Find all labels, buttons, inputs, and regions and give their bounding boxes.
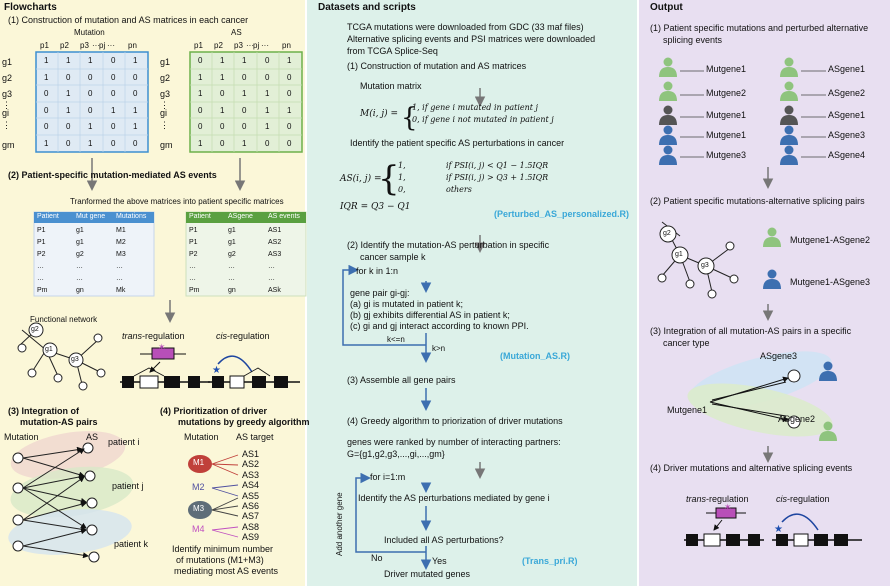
as-cell: 0	[265, 73, 270, 82]
out-trans-label: trans-regulation	[686, 494, 749, 504]
table-cell: P2	[189, 251, 198, 258]
mutation-cell: 1	[66, 89, 71, 98]
as-cell: 1	[242, 56, 247, 65]
mutation-row-label: g1	[2, 57, 13, 67]
node-g2: g2	[31, 326, 39, 333]
as-row-label: g3	[160, 89, 171, 99]
output-cis-regulation	[772, 514, 862, 546]
mutation-cell: 1	[44, 56, 49, 65]
mutation-matrix-label: Mutation matrix	[360, 81, 422, 91]
as-cell: 1	[287, 56, 292, 65]
mutation-cell: 0	[66, 139, 71, 148]
yes-label: Yes	[432, 556, 447, 566]
mutation-cell: 1	[66, 56, 71, 65]
asgene-label: ASgene3	[828, 130, 866, 140]
section2-heading: (2) Patient-specific mutation-mediated AS events	[8, 170, 217, 180]
table-cell: …	[268, 263, 275, 270]
as-row-label: gi	[160, 108, 168, 118]
table-cell: ASk	[268, 287, 281, 294]
as-cell: 1	[242, 89, 247, 98]
pair-mutgene1-asgene3: Mutgene1-ASgene3	[790, 277, 871, 287]
flowcharts-title: Flowcharts	[4, 2, 57, 13]
as-cell: 1	[198, 89, 203, 98]
svg-text:✶: ✶	[158, 342, 166, 352]
out-section3-line2: cancer type	[663, 338, 710, 348]
asgene-label: ASgene1	[828, 110, 866, 120]
mutation-cell: 0	[44, 106, 49, 115]
intro-line-2: Alternative splicing events and PSI matrices were downloaded	[347, 34, 596, 44]
as-col-header: ···	[246, 41, 254, 50]
add-another-gene-label: Add another gene	[335, 492, 344, 556]
script-perturbed-as: (Perturbed_AS_personalized.R)	[494, 209, 630, 219]
table-cell: g1	[228, 239, 236, 246]
table-cell: …	[189, 263, 196, 270]
ds-section1: (1) Construction of mutation and AS matrices	[347, 61, 527, 71]
as-col-header: pj	[253, 41, 260, 50]
mutation-cell: 0	[44, 89, 49, 98]
mutation-cell: 1	[88, 56, 93, 65]
table-cell: …	[189, 275, 196, 282]
table-cell: P2	[37, 251, 46, 258]
mutation-cell: 0	[111, 56, 116, 65]
mutgene-label: Mutgene2	[706, 88, 747, 98]
as-cell: 0	[198, 122, 203, 131]
mutgene-label: Mutgene1	[706, 130, 747, 140]
trans-regulation-label: trans-regulation	[122, 331, 185, 341]
table-cell: P1	[189, 239, 198, 246]
as-target-item: AS6	[242, 501, 260, 511]
pair-line-4: (c) gi and gj interact according to known PPI.	[350, 321, 529, 331]
prioritization-mutation-label: Mutation	[184, 432, 219, 442]
mutgene-label: Mutgene3	[706, 150, 747, 160]
as-case-condition: if PSI(i, j) < Q1 − 1.5IQR	[446, 161, 549, 170]
trans-regulation-diagram	[120, 342, 210, 388]
table-cell: …	[76, 263, 83, 270]
as-cell: 1	[265, 122, 270, 131]
as-target-item: AS5	[242, 490, 260, 501]
as-cell: 0	[242, 106, 247, 115]
mutation-col-header: p1	[40, 41, 49, 50]
ds-section4: (4) Greedy algorithm to priorization of driver mutations	[347, 416, 563, 426]
patient-j-label: patient j	[112, 481, 144, 491]
node-g1: g1	[45, 346, 53, 353]
as-target-item: AS8	[242, 521, 260, 532]
as-target-item: AS2	[242, 459, 260, 470]
asgene3-label: ASgene3	[760, 351, 798, 361]
ranked-line-2: G={g1,g2,g3,...,gi,...,gm}	[347, 449, 445, 459]
identify-line-2: of mutations (M1+M3)	[176, 555, 264, 565]
mutation-col-header: ···	[92, 41, 100, 50]
table-cell: g1	[228, 227, 236, 234]
mutgene-label: Mutgene1	[706, 64, 747, 74]
as-cell: 1	[220, 73, 225, 82]
as-row-label: g1	[160, 57, 171, 67]
m1-label: M1	[193, 458, 205, 467]
mutation-matrix-title: Mutation	[74, 28, 105, 37]
script-trans-pri: (Trans_pri.R)	[522, 556, 578, 566]
transform-note: Tranformed the above matrices into patient specific matrices	[70, 197, 284, 206]
cis-regulation-diagram	[208, 356, 300, 388]
as-row-label: gm	[160, 140, 173, 150]
as-cell: 1	[242, 139, 247, 148]
mutation-col-header: pj	[99, 41, 106, 50]
out-section1-line2: splicing events	[663, 35, 723, 45]
as-cell: 1	[265, 106, 270, 115]
mutation-cell: 0	[111, 73, 116, 82]
as-cell: 1	[198, 139, 203, 148]
as-cell: 1	[265, 89, 270, 98]
table-cell: …	[37, 275, 44, 282]
table-header-cell: AS events	[268, 213, 300, 220]
mutgene-label: Mutgene1	[706, 110, 747, 120]
table-cell: …	[37, 263, 44, 270]
cis-regulation-label: cis-regulation	[216, 331, 270, 341]
as-cell: 1	[220, 106, 225, 115]
driver-genes-label: Driver mutated genes	[384, 569, 471, 579]
m-equation-case1: 1, if gene i mutated in patient j	[412, 103, 539, 112]
mutation-cell: 1	[111, 106, 116, 115]
mutation-col-header: p3	[80, 41, 89, 50]
table-cell: …	[268, 275, 275, 282]
asgene2-label: ASgene2	[778, 414, 816, 424]
as-matrix	[190, 52, 302, 152]
mutation-cell: 0	[133, 89, 138, 98]
patient-as-table-bg	[186, 212, 306, 296]
as-cell: 0	[265, 56, 270, 65]
mutation-cell: 1	[88, 139, 93, 148]
included-question: Included all AS perturbations?	[384, 535, 504, 545]
as-cell: 0	[220, 122, 225, 131]
mutation-cell: 0	[66, 122, 71, 131]
identify-as-note: Identify the patient specific AS perturbations in cancer	[350, 138, 565, 148]
k-gt-n: k>n	[432, 344, 446, 353]
svg-text:{: {	[401, 103, 418, 133]
as-cell: 1	[198, 73, 203, 82]
section3-heading-b: mutation-AS pairs	[20, 417, 98, 427]
section4-heading-a: (4) Prioritization of driver	[160, 406, 268, 416]
mutation-cell: 0	[88, 89, 93, 98]
table-cell: …	[116, 263, 123, 270]
output-title: Output	[650, 2, 683, 13]
table-cell: P1	[189, 227, 198, 234]
as-target-item: AS4	[242, 480, 260, 491]
as-case-condition: others	[446, 185, 472, 194]
section4-heading-b: mutations by greedy algorithm	[178, 417, 310, 427]
table-cell: …	[228, 263, 235, 270]
table-cell: …	[116, 275, 123, 282]
table-header-cell: Mut gene	[76, 213, 106, 220]
table-cell: Mk	[116, 287, 126, 294]
as-case-value: 1,	[398, 173, 406, 182]
mutation-cell: 0	[111, 122, 116, 131]
asgene-label: ASgene1	[828, 64, 866, 74]
table-header-cell: ASgene	[228, 213, 253, 220]
datasets-title: Datasets and scripts	[318, 2, 416, 13]
pair-line-1: gene pair gi-gj:	[350, 288, 410, 298]
svg-text:{: {	[378, 159, 400, 199]
pair-line-2: (a) gi is mutated in patient k;	[350, 299, 464, 309]
as-cell: 0	[287, 139, 292, 148]
mutation-cell: 1	[133, 56, 138, 65]
table-cell: Pm	[189, 287, 200, 294]
table-cell: …	[228, 275, 235, 282]
out-cis-label: cis-regulation	[776, 494, 830, 504]
table-cell: g2	[228, 251, 236, 258]
as-target-item: AS3	[242, 469, 260, 480]
mutation-row-label: g3	[2, 89, 13, 99]
mutation-row-label: g2	[2, 73, 13, 83]
table-cell: M3	[116, 251, 126, 258]
as-matrix-title: AS	[231, 28, 242, 37]
as-cell: 0	[220, 89, 225, 98]
as-cell: 1	[287, 106, 292, 115]
mutation-cell: 1	[44, 73, 49, 82]
asgene-label: ASgene4	[828, 150, 866, 160]
mutation-cell: 1	[88, 122, 93, 131]
m2-label: M2	[192, 482, 205, 492]
table-cell: Pm	[37, 287, 48, 294]
output-trans-regulation	[684, 502, 764, 546]
as-row-label: ⋮	[160, 120, 169, 130]
as-col-header: p2	[214, 41, 223, 50]
pair-line-3: (b) gj exhibits differential AS in patient k;	[350, 310, 510, 320]
integration-mutation-label: Mutation	[4, 432, 39, 442]
person-blue-pair	[763, 270, 781, 290]
table-cell: g2	[76, 251, 84, 258]
mutation-cell: 0	[111, 89, 116, 98]
mutation-cell: 0	[88, 73, 93, 82]
node-g3: g3	[71, 356, 79, 363]
table-cell: AS2	[268, 239, 282, 246]
as-target-item: AS9	[242, 532, 260, 543]
table-cell: …	[76, 275, 83, 282]
as-cell: 0	[265, 139, 270, 148]
mutation-cell: 1	[66, 106, 71, 115]
pair-mutgene1-asgene2: Mutgene1-ASgene2	[790, 235, 871, 245]
svg-text:✶: ✶	[724, 502, 732, 512]
identify-line-3: mediating most AS events	[174, 566, 279, 576]
mutation-col-header: p2	[60, 41, 69, 50]
section3-heading-a: (3) Integration of	[8, 406, 79, 416]
m-equation-case2: 0, if gene i not mutated in patient j	[412, 115, 554, 124]
table-cell: g1	[76, 239, 84, 246]
integration-as-label: AS	[86, 432, 99, 442]
mutation-cell: 1	[44, 139, 49, 148]
table-cell: AS3	[268, 251, 282, 258]
as-case-value: 0,	[398, 185, 406, 194]
ds-section2-line1: (2) Identify the mutation-AS perturbation in specific	[347, 240, 550, 250]
as-cell: 0	[287, 73, 292, 82]
table-cell: gn	[228, 287, 236, 294]
mutation-cell: 0	[88, 106, 93, 115]
as-case-value: 1,	[398, 161, 406, 170]
output-connector-lines	[680, 71, 826, 157]
out-section2: (2) Patient specific mutations-alternative splicing pairs	[650, 196, 865, 206]
loop2-flow	[356, 478, 426, 567]
asgene-label: ASgene2	[828, 88, 866, 98]
mutation-cell: 0	[111, 139, 116, 148]
table-cell: gn	[76, 287, 84, 294]
svg-text:★: ★	[212, 365, 221, 376]
table-header-cell: Patient	[37, 213, 59, 220]
m-equation-lhs: M(i, j) =	[360, 109, 399, 119]
as-row-label: g2	[160, 73, 171, 83]
mutation-cell: 0	[66, 73, 71, 82]
as-cell: 0	[242, 122, 247, 131]
no-label: No	[371, 553, 383, 563]
patient-k-label: patient k	[114, 539, 149, 549]
mutation-cell: 0	[133, 73, 138, 82]
as-row-label: ⋮	[160, 100, 169, 110]
as-cell: 0	[242, 73, 247, 82]
table-header-cell: Mutations	[116, 213, 147, 220]
table-cell: AS1	[268, 227, 282, 234]
ds-section3: (3) Assemble all gene pairs	[347, 375, 456, 385]
table-cell: P1	[37, 239, 46, 246]
loop2-label: for i=1:m	[370, 472, 406, 482]
person-green-pair	[763, 228, 781, 248]
mutation-matrix	[36, 52, 148, 152]
patient-mut-table-bg	[34, 212, 154, 296]
loop1-label: for k in 1:n	[356, 266, 399, 276]
m3-label: M3	[193, 504, 205, 513]
table-cell: M2	[116, 239, 126, 246]
identify-i-label: Identify the AS perturbations mediated by gene i	[358, 493, 550, 503]
as-target-item: AS1	[242, 449, 260, 459]
m4-label: M4	[192, 524, 205, 534]
mutation-cell: 0	[133, 139, 138, 148]
mutation-row-label: ⋮	[2, 100, 11, 110]
as-cell: 0	[198, 56, 203, 65]
as-cell: 0	[287, 89, 292, 98]
as-cell: 0	[220, 139, 225, 148]
mutation-row-label: gm	[2, 140, 15, 150]
table-header-cell: Patient	[189, 213, 211, 220]
intro-line-1: TCGA mutations were downloaded from GDC (33 maf files)	[347, 22, 584, 32]
table-cell: M1	[116, 227, 126, 234]
mutation-cell: 1	[133, 106, 138, 115]
intro-line-3: from TCGA Splice-Seq	[347, 46, 438, 56]
as-case-condition: if PSI(i, j) > Q3 + 1.5IQR	[446, 173, 549, 182]
identify-line-1: Identify minimum number	[172, 544, 274, 554]
section1-heading: (1) Construction of mutation and AS matrices in each cancer	[8, 15, 249, 25]
out-section4: (4) Driver mutations and alternative splicing events	[650, 463, 853, 473]
ranked-line-1: genes were ranked by number of interacting partners:	[347, 437, 561, 447]
iqr-equation: IQR = Q3 − Q1	[340, 202, 411, 212]
as-col-header: p1	[194, 41, 203, 50]
table-cell: P1	[37, 227, 46, 234]
svg-text:★: ★	[774, 524, 783, 535]
as-col-header: ···	[261, 41, 269, 50]
as-equation-lhs: AS(i, j) =	[340, 174, 382, 184]
script-mutation-as: (Mutation_AS.R)	[500, 351, 570, 361]
mutation-cell: 0	[44, 122, 49, 131]
as-target-label: AS target	[236, 432, 274, 442]
mutation-cell: 1	[133, 122, 138, 131]
mutation-row-label: ⋮	[2, 120, 11, 130]
mutation-col-header: ···	[107, 41, 115, 50]
functional-network-label: Functional network	[30, 315, 98, 324]
out-node-g3: g3	[701, 262, 709, 269]
out-section1-line1: (1) Patient specific mutations and perturbed alternative	[650, 23, 869, 33]
out-node-g2: g2	[663, 230, 671, 237]
mutation-row-label: gi	[2, 108, 10, 118]
as-cell: 0	[198, 106, 203, 115]
as-col-header: p3	[234, 41, 243, 50]
as-cell: 0	[287, 122, 292, 131]
table-cell: g1	[76, 227, 84, 234]
ds-section2-line2: cancer sample k	[360, 252, 426, 262]
k-le-n: k<=n	[387, 335, 405, 344]
mutation-col-header: pn	[128, 41, 137, 50]
as-cell: 1	[220, 56, 225, 65]
patient-i-label: patient i	[108, 437, 140, 447]
as-target-item: AS7	[242, 511, 260, 522]
out-node-g1: g1	[675, 251, 683, 258]
as-col-header: pn	[282, 41, 291, 50]
out-section3-line1: (3) Integration of all mutation-AS pairs in a specific	[650, 326, 852, 336]
mutgene1-label: Mutgene1	[667, 405, 708, 415]
